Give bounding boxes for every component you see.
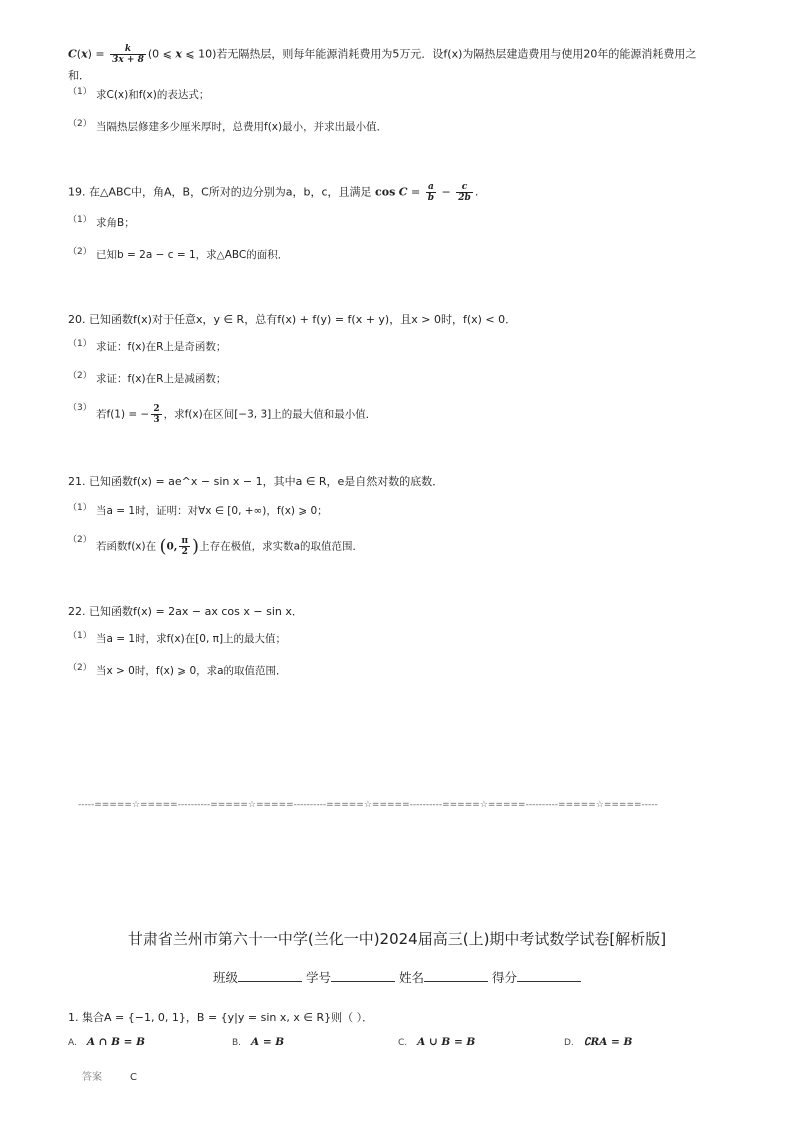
part-text: 求角B； [96,217,135,229]
q18-part-1 [68,88,209,103]
option-text: A ∪ B = B [417,1036,476,1048]
part-number: （1） [68,215,92,225]
cost-fraction: $\frac{k}{3x + 8}$ [112,44,144,65]
q18-part-2 [68,120,387,135]
part-number: （3） [68,403,92,413]
q1-option-a [68,1036,145,1048]
name-blank[interactable] [424,969,488,982]
id-label: 学号 [305,970,331,985]
q1-option-d [564,1036,632,1048]
class-label: 班级 [212,970,238,985]
part-number: （1） [68,631,92,641]
c-over-2b-fraction: $\frac{c}{2b}$ [458,182,471,203]
part-text: 当a = 1时，证明：对∀x ∈ [0, +∞)，f(x) ⩾ 0； [96,505,328,517]
a-over-b-fraction: $\frac{a}{b}$ [427,182,435,203]
option-label: C. [398,1038,408,1048]
part-number: （2） [68,119,92,129]
part-text: 已知b = 2a − c = 1，求△ABC的面积． [96,249,289,261]
part-number: （2） [68,247,92,257]
option-text: A ∩ B = B [86,1036,145,1048]
section-divider: -----=====☆=====----------=====☆=====----------=====☆=====----------=====☆=====----------=====☆=====----- [78,800,658,810]
score-label: 得分 [491,970,517,985]
part-text: 当a = 1时，求f(x)在[0, π]上的最大值； [96,633,287,645]
student-info-line [0,968,794,986]
q19-part-2 [68,248,288,263]
q19-stem: 19. 在△ABC中，角A，B，C所对的边分别为a，b，c，且满足 cos C = $\frac{a}{b}$ − $\frac{c}{2b}$ . [68,182,479,203]
q18-intro-tail2: 和． [68,69,90,82]
option-label: D. [564,1038,574,1048]
part-text-a: 若f(1) = − [96,408,150,421]
q1-stem: 1. 集合A = {−1, 0, 1}，B = {y|y = sin x, x ∈ R}则（ ）． [68,1011,374,1024]
part-number: （1） [68,339,92,349]
score-blank[interactable] [517,969,581,982]
part-text: 当x > 0时，f(x) ⩾ 0，求a的取值范围． [96,665,287,677]
part-text: 求C(x)和f(x)的表达式； [96,89,210,101]
two-thirds-fraction: $\frac{2}{3}$ [153,404,160,425]
part-text: 求证：f(x)在R上是奇函数； [96,341,227,353]
option-label: A. [68,1038,77,1048]
q20-part-2 [68,372,226,387]
name-label: 姓名 [398,970,424,985]
q19-part-1 [68,216,135,231]
q21-part-2: （2）若函数f(x)在 (0, $\frac{\pi}{2}$ )上存在极值，求实数a的取值范围． [68,535,364,557]
q21-stem: 21. 已知函数f(x) = ae^x − sin x − 1，其中a ∈ R，e是自然对数的底数． [68,475,444,488]
q19-stem-text: 19. 在△ABC中，角A，B，C所对的边分别为a，b，c，且满足 [68,185,372,199]
q1-answer [82,1068,137,1083]
q22-stem: 22. 已知函数f(x) = 2ax − ax cos x − sin x． [68,605,303,618]
q1-option-b [232,1036,284,1048]
q1-option-c [398,1036,475,1048]
part-number: （2） [68,663,92,673]
part-text: 求证：f(x)在R上是减函数； [96,373,227,385]
q18-intro-tail: 若无隔热层，则每年能源消耗费用为5万元．设f(x)为隔热层建造费用与使用20年的能源消耗费用之 [216,47,697,61]
class-blank[interactable] [238,969,302,982]
part-text: 当隔热层修建多少厘米厚时，总费用f(x)最小，并求出最小值． [96,121,388,133]
answer-value: C [130,1072,137,1083]
q21-part-1 [68,504,328,519]
q22-part-2 [68,664,287,679]
part-number: （1） [68,87,92,97]
q20-stem: 20. 已知函数f(x)对于任意x，y ∈ R，总有f(x) + f(y) = f(x + y)，且x > 0时，f(x) < 0． [68,313,517,326]
pi-over-2-fraction: $\frac{\pi}{2}$ [181,536,189,557]
q18-cost-formula-line: C(x) = $\frac{k}{3x + 8}$ (0 ⩽ x ⩽ 10)若无隔热层，则每年能源消耗费用为5万元．设f(x)为隔热层建造费用与使用20年的能源消耗费用之 [68,44,697,65]
part-number: （2） [68,371,92,381]
option-label: B. [232,1038,242,1048]
part-text-b: ，求f(x)在区间[−3, 3]上的最大值和最小值． [163,408,377,421]
q22-part-1 [68,632,286,647]
exam-title: 甘肃省兰州市第六十一中学(兰化一中)2024届高三(上)期中考试数学试卷[解析版] [127,930,667,948]
part-number: （1） [68,503,92,513]
answer-label: 答案 [82,1072,102,1083]
option-text: A = B [251,1036,285,1048]
q20-part-3 [68,404,376,425]
q20-part-1 [68,340,226,355]
id-blank[interactable] [331,969,395,982]
part-text-a: 若函数f(x)在 [96,540,157,553]
part-number: （2） [68,535,92,545]
option-text: ∁RA = B [583,1036,633,1048]
part-text-b: 上存在极值，求实数a的取值范围． [199,540,364,553]
